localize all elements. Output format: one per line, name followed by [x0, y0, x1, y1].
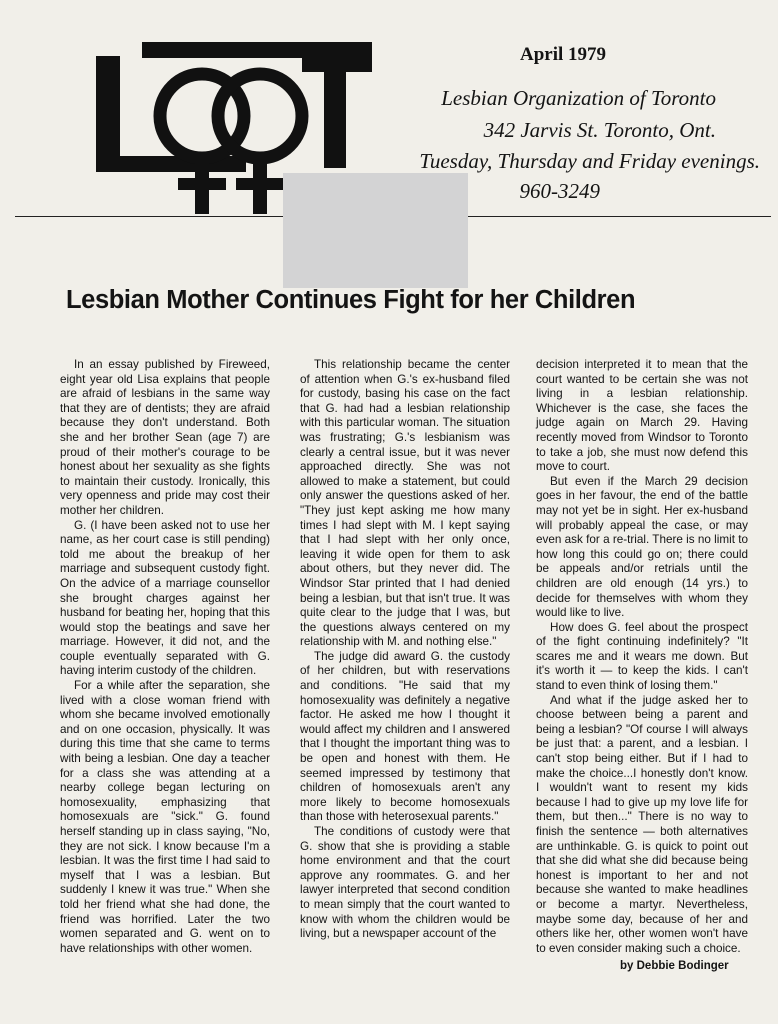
paragraph: How does G. feel about the prospect of the fight continuing indefinitely? "It scares me and it wears me down. But it's worth it — to keep the kids. I can't stand to even think of losing them." — [536, 620, 748, 693]
paragraph: G. (I have been asked not to use her name, as her court case is still pending) told me about the breakup of her marriage and subsequent custody fight. On the advice of a marriage counsellor she brought charges against her husband for beating her, hoping that this would stop the beatings and save her marriage. However, it did not, and the couple eventually separated with G. having interim custody of the children. — [60, 518, 270, 678]
org-phone: 960-3249 — [519, 179, 600, 203]
paragraph: This relationship became the center of attention when G.'s ex-husband filed for custody, basing his case on the fact that G. had had a lesbian relationship with this particular woman. The situation was frustrating; G.'s lesbianism was clearly a central issue, but it was never approached directly. She was not allowed to make a statement, but could only answer the questions asked of her. "They just kept asking me how many times I had slept with M. I kept saying that I had slept with her only once, leaving it wide open for them to ask about others, but they never did. The Windsor Star printed that I had denied being a lesbian, but that isn't true. It was quite clear to the judge that I was, but the questions always centered on my relationship with M. and nothing else." — [300, 358, 510, 649]
article-column-1 — [60, 358, 270, 956]
mailing-label-patch — [283, 173, 468, 288]
paragraph: The conditions of custody were that G. show that she is providing a stable home environment and that the court approve any roommates. G. and her lawyer interpreted that second condition to mean simply that the court wanted to know with whom the children would be living, but a newspaper account of the — [300, 825, 510, 941]
org-name: Lesbian Organization of Toronto — [441, 86, 716, 110]
article-column-2 — [300, 358, 510, 942]
paragraph: For a while after the separation, she lived with a close woman friend with whom she became involved emotionally and on one occasion, physically. It was during this time that she came to terms with being a lesbian. One day a teacher for a class she was attending at a nearby college began lecturing on homosexuality, emphasizing that homosexuals are "sick." G. found herself standing up in class saying, "No, they are not sick. I know because I'm a lesbian. It was the first time I had said to myself that I was a lesbian. But suddenly I knew it was true." When she told her friend what she had done, the friend was horrified. Later the two women separated and G. went on to have relationships with other women. — [60, 679, 270, 955]
paragraph: The judge did award G. the custody of her children, but with reservations and conditions. "He said that my homosexuality was definitely a negative factor. He asked me how I thought it would affect my children and I answered that I thought the important thing was to be open and honest with them. He seemed impressed by testimony that children of homosexuals aren't any more likely to become homosexuals than those with heterosexual parents." — [300, 649, 510, 824]
paragraph: decision interpreted it to mean that the court wanted to be certain she was not living in a lesbian relationship. Whichever is the case, she faces the judge again on March 29. Having recently moved from Windsor to Toronto to take a job, she must now defend this move to court. — [536, 358, 748, 474]
article-byline: by Debbie Bodinger — [620, 960, 729, 972]
org-hours: Tuesday, Thursday and Friday evenings. — [419, 149, 760, 173]
paragraph: And what if the judge asked her to choose between being a parent and being a lesbian? "Of course I will always be just that: a parent, and a lesbian. I can't stop being either. But if I had to make the choice...I honestly don't know. I wouldn't want to resent my kids because I had to give up my love life for them, but then..." There is no way to finish the sentence — both alternatives are unthinkable. G. is quick to point out that she did what she did because being honest is important to her and not because she wanted to make headlines or become a martyr. Nevertheless, maybe some day, because of her and others like her, other women won't have to even consider making such a choice. — [536, 693, 748, 955]
org-address: 342 Jarvis St. Toronto, Ont. — [483, 118, 716, 142]
issue-date: April 1979 — [519, 44, 606, 65]
article-headline: Lesbian Mother Continues Fight for her Children — [66, 286, 636, 314]
paragraph: In an essay published by Fireweed, eight year old Lisa explains that people are afraid of lesbians in the same way that they are of dentists; they are afraid because they don't understand. Both she and her brother Sean (age 7) are proud of their mother's courage to be honest about her sexuality as she fights to maintain their custody. Ironically, this very openness and pride may cost their mother her children. — [60, 358, 270, 517]
paragraph: But even if the March 29 decision goes in her favour, the end of the battle may not yet be in sight. Her ex-husband will probably appeal the case, or may even ask for a re-trial. There is no limit to how long this could go on; there could be appeals and/or retrials until the children are old enough (14 yrs.) to decide for themselves with whom they would like to live. — [536, 474, 748, 620]
article-column-3 — [536, 358, 748, 956]
